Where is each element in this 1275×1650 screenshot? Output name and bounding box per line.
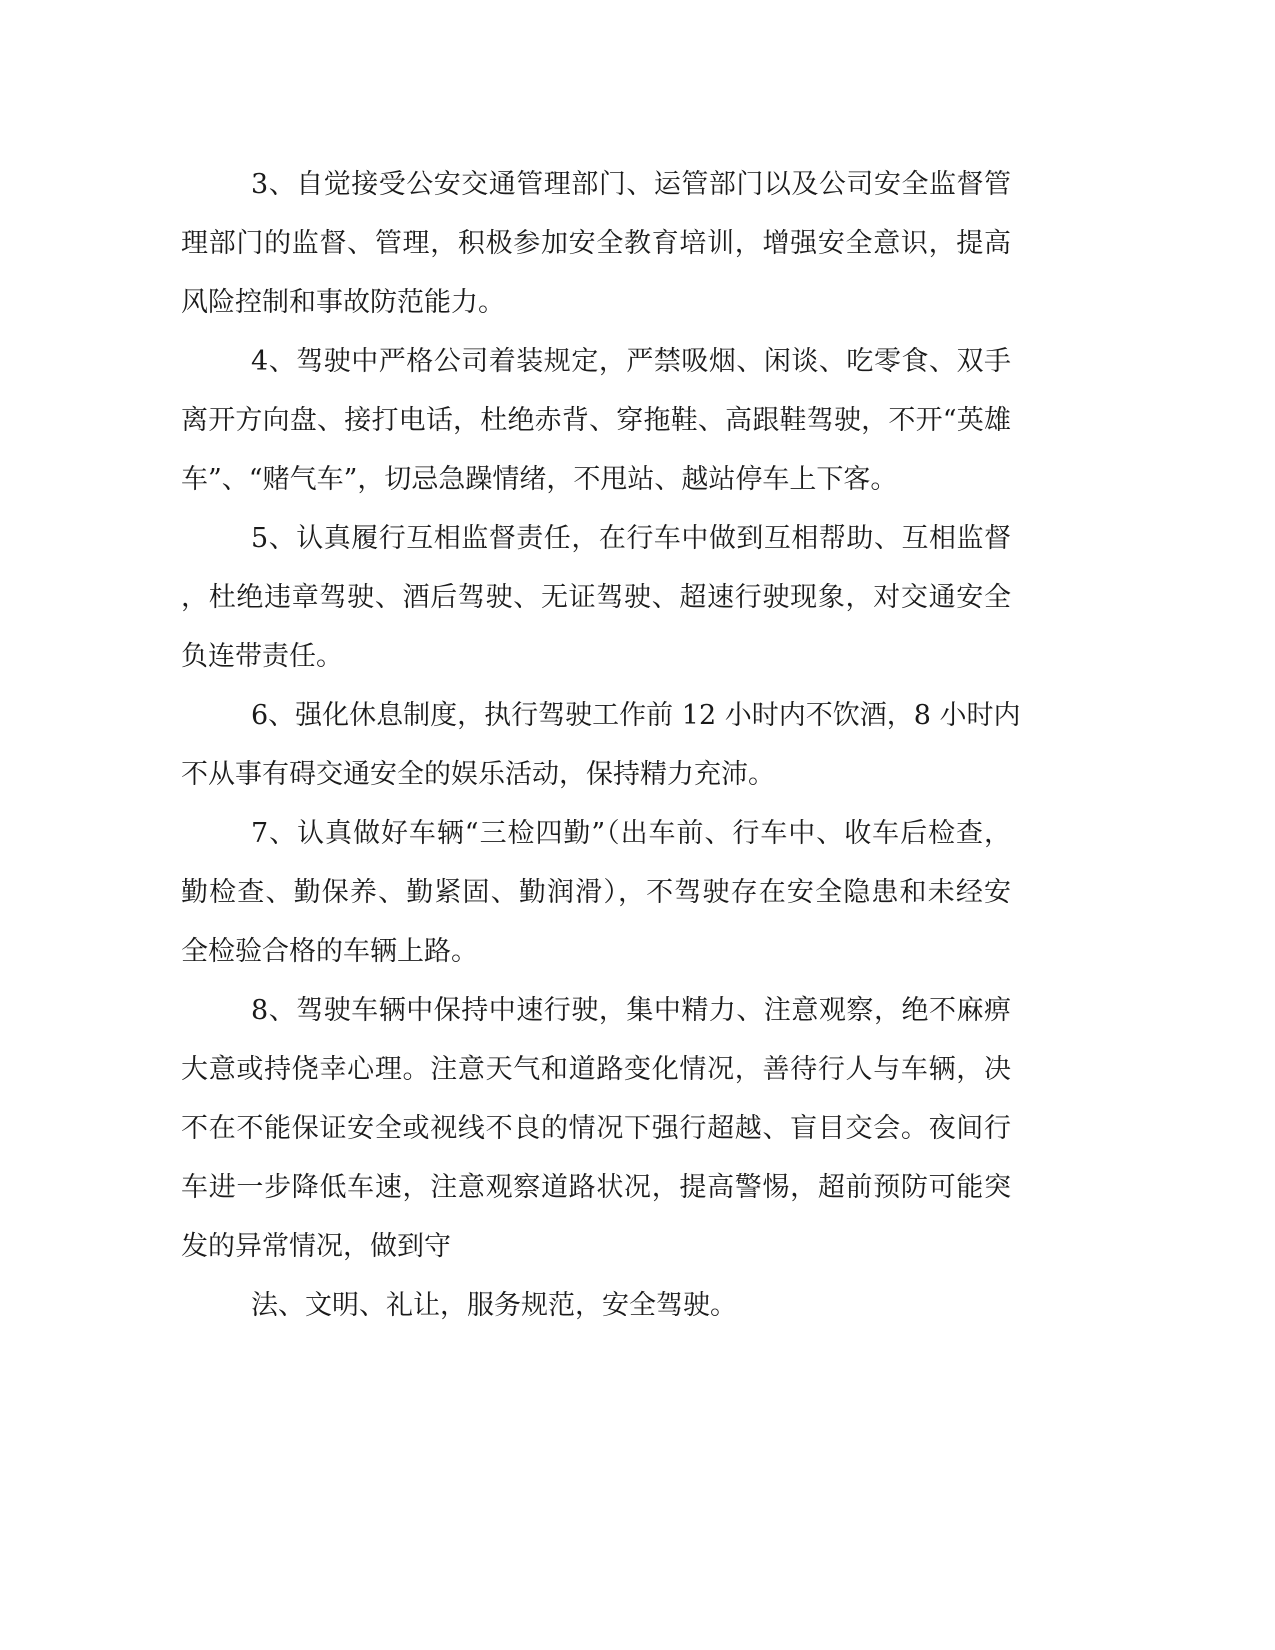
paragraph-8-line-2: 大意或持侥幸心理。注意天气和道路变化情况，善待行人与车辆，决	[181, 1054, 1011, 1085]
paragraph-6-line-2: 不从事有碍交通安全的娱乐活动，保持精力充沛。	[181, 759, 775, 790]
paragraph-6-line-1: 6、强化休息制度，执行驾驶工作前 12 小时内不饮酒，8 小时内	[251, 700, 1021, 731]
paragraph-8-line-4: 车进一步降低车速，注意观察道路状况，提高警惕，超前预防可能突	[181, 1172, 1011, 1203]
paragraph-4-line-1: 4、驾驶中严格公司着装规定，严禁吸烟、闲谈、吃零食、双手	[251, 346, 1011, 377]
paragraph-7-line-1: 7、认真做好车辆“三检四勤”（出车前、行车中、收车后检查，	[251, 818, 1011, 849]
paragraph-3-line-3: 风险控制和事故防范能力。	[181, 287, 505, 318]
paragraph-8-line-5: 发的异常情况，做到守	[181, 1231, 451, 1262]
paragraph-3-line-2: 理部门的监督、管理，积极参加安全教育培训，增强安全意识，提高	[181, 228, 1011, 259]
paragraph-5-line-3: 负连带责任。	[181, 641, 343, 672]
document-body	[181, 155, 1041, 1335]
paragraph-8-line-3: 不在不能保证安全或视线不良的情况下强行超越、盲目交会。夜间行	[181, 1113, 1011, 1144]
paragraph-4-line-3: 车”、“赌气车”，切忌急躁情绪，不甩站、越站停车上下客。	[181, 464, 898, 495]
paragraph-7-line-2: 勤检查、勤保养、勤紧固、勤润滑），不驾驶存在安全隐患和未经安	[181, 877, 1011, 908]
paragraph-5-line-1: 5、认真履行互相监督责任，在行车中做到互相帮助、互相监督	[251, 523, 1011, 554]
paragraph-8-continuation: 法、文明、礼让，服务规范，安全驾驶。	[251, 1290, 737, 1321]
paragraph-7-line-3: 全检验合格的车辆上路。	[181, 936, 478, 967]
paragraph-5-line-2: ，杜绝违章驾驶、酒后驾驶、无证驾驶、超速行驶现象，对交通安全	[181, 582, 1011, 613]
paragraph-3-line-1: 3、自觉接受公安交通管理部门、运管部门以及公司安全监督管	[251, 169, 1011, 200]
paragraph-4-line-2: 离开方向盘、接打电话，杜绝赤背、穿拖鞋、高跟鞋驾驶，不开“英雄	[181, 405, 1011, 436]
paragraph-8-line-1: 8、驾驶车辆中保持中速行驶，集中精力、注意观察，绝不麻痹	[251, 995, 1011, 1026]
